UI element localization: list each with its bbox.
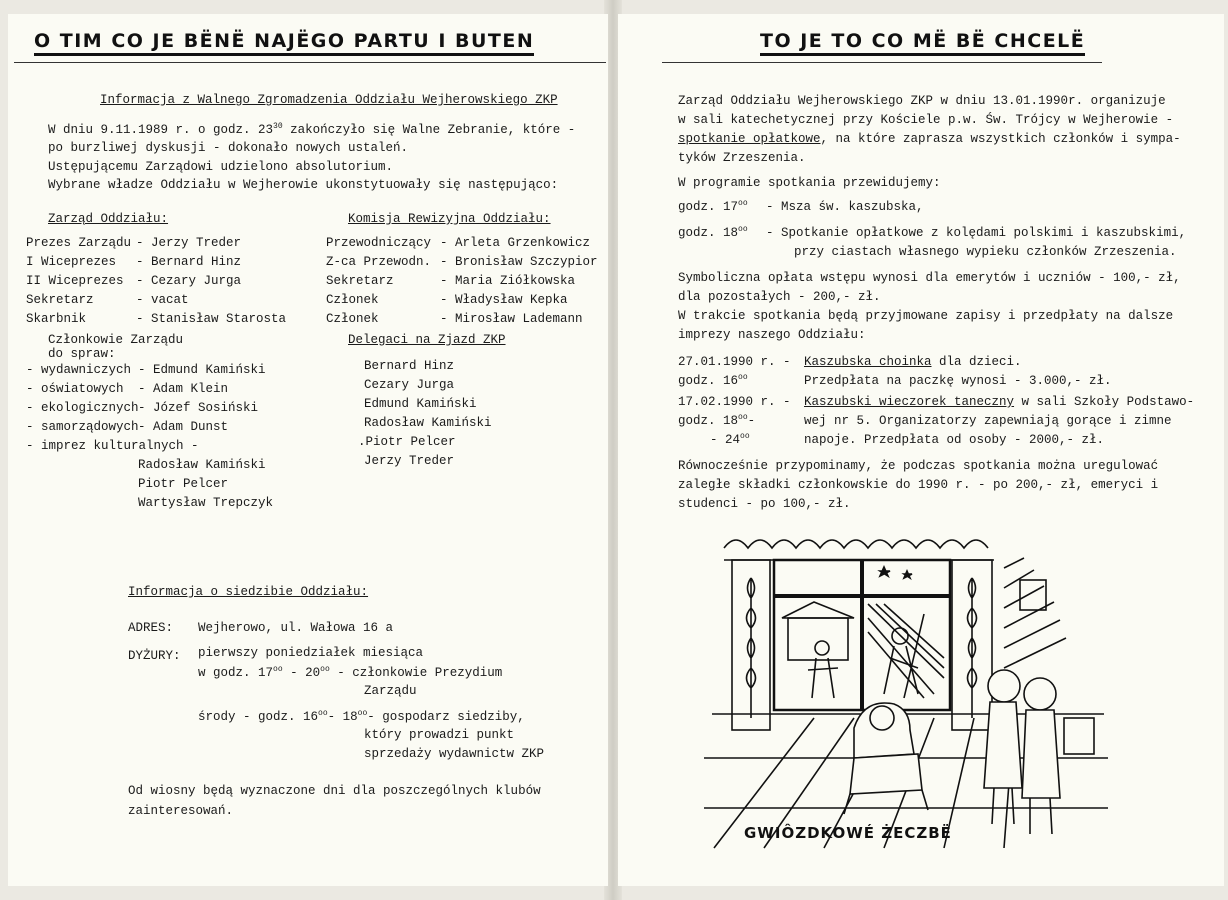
right-page <box>618 14 1224 886</box>
dyzury-line-6: sprzedaży wydawnictw ZKP <box>364 747 545 761</box>
delegate-name: Jerzy Treder <box>364 454 455 468</box>
event-time: - $24^{oo}$ <box>710 431 750 447</box>
culture-name: Radosław Kamiński <box>138 458 266 472</box>
left-page <box>8 14 608 886</box>
delegate-name: Radosław Kamiński <box>364 416 492 430</box>
audit-name: - Mirosław Lademann <box>440 312 583 326</box>
event-title: Kaszubska choinka dla dzieci. <box>804 355 1022 369</box>
event-date: 27.01.1990 r. - <box>678 355 791 369</box>
dyzury-line-5: który prowadzi punkt <box>364 728 515 742</box>
culture-name: Wartysław Trepczyk <box>138 496 274 510</box>
audit-name: - Bronisław Szczypior <box>440 255 598 269</box>
event-time: godz. $16^{oo}$ <box>678 372 748 388</box>
left-page-header: O TIM CO JE BËNË NAJËGO PARTU I BUTEN <box>34 30 534 52</box>
event-detail: wej nr 5. Organizatorzy zapewniają gorące i zimne <box>804 414 1172 428</box>
board-role: II Wiceprezes <box>26 274 124 288</box>
seat-footer-2: zainteresowań. <box>128 804 234 818</box>
fees-line-2: dla pozostałych - 200,- zł. <box>678 290 881 304</box>
delegates-heading: Delegaci na Zjazd ZKP <box>348 333 506 347</box>
adres-value: Wejherowo, ul. Wałowa 16 a <box>198 621 394 635</box>
audit-name: - Władysław Kepka <box>440 293 568 307</box>
dyzury-label: DYŻURY: <box>128 649 181 663</box>
delegate-name: Edmund Kamiński <box>364 397 477 411</box>
member-name: - Adam Klein <box>138 382 229 396</box>
seat-heading: Informacja o siedzibie Oddziału: <box>128 585 369 599</box>
dyzury-line-1: pierwszy poniedziałek miesiąca <box>198 646 424 660</box>
member-role: - samorządowych <box>26 420 139 434</box>
culture-name: Piotr Pelcer <box>138 477 229 491</box>
intro-line-1: Zarząd Oddziału Wejherowskiego ZKP w dniu 13.01.1990r. organizuje <box>678 94 1166 108</box>
board-role: Sekretarz <box>26 293 94 307</box>
intro-line-2: w sali katechetycznej przy Kościele p.w. Św. Trójcy w Wejherowie - <box>678 113 1174 127</box>
board-name: - Cezary Jurga <box>136 274 242 288</box>
members-heading-1: Członkowie Zarządu <box>48 333 184 347</box>
board-name: - vacat <box>136 293 189 307</box>
board-role: I Wiceprezes <box>26 255 117 269</box>
program-heading: W programie spotkania przewidujemy: <box>678 176 941 190</box>
dyzury-line-3: Zarządu <box>364 684 417 698</box>
board-name: - Bernard Hinz <box>136 255 242 269</box>
meeting-line-2: po burzliwej dyskusji - dokonało nowych ustaleń. <box>48 141 409 155</box>
members-heading-2: do spraw: <box>48 347 116 361</box>
reminder-line-2: zaległe składki członkowskie do 1990 r. - po 200,- zł, emeryci i <box>678 478 1159 492</box>
board-heading: Zarząd Oddziału: <box>48 212 169 226</box>
meeting-title: Informacja z Walnego Zgromadzenia Oddziału Wejherowskiego ZKP <box>100 93 558 107</box>
member-name: - Józef Sosiński <box>138 401 259 415</box>
fees-line-3: W trakcie spotkania będą przyjmowane zapisy i przedpłaty na dalsze <box>678 309 1174 323</box>
christmas-illustration <box>704 518 1108 860</box>
dyzury-line-2: w godz. $17^{oo} - 20^{oo}$ - członkowie Prezydium <box>198 664 503 680</box>
program-time: godz. $17^{oo}$ <box>678 198 748 214</box>
delegate-name: Cezary Jurga <box>364 378 455 392</box>
audit-heading: Komisja Rewizyjna Oddziału: <box>348 212 551 226</box>
audit-role: Członek <box>326 293 379 307</box>
board-name: - Jerzy Treder <box>136 236 242 250</box>
intro-line-3: spotkanie opłatkowe, na które zaprasza wszystkich członków i sympa- <box>678 132 1181 146</box>
event-date: 17.02.1990 r. - <box>678 395 791 409</box>
delegate-name: .Piotr Pelcer <box>358 435 456 449</box>
board-role: Skarbnik <box>26 312 87 326</box>
member-role: - ekologicznych <box>26 401 139 415</box>
event-time: godz. $18^{oo}-$ <box>678 412 756 428</box>
board-role: Prezes Zarządu <box>26 236 132 250</box>
meeting-line-4: Wybrane władze Oddziału w Wejherowie ukonstytuowały się następująco: <box>48 178 559 192</box>
audit-role: Przewodniczący <box>326 236 432 250</box>
reminder-line-1: Równocześnie przypominamy, że podczas spotkania można uregulować <box>678 459 1159 473</box>
adres-label: ADRES: <box>128 621 174 635</box>
dyzury-line-4: środy - godz. $16^{oo}-$ $18^{oo}-$ gospodarz siedziby, <box>198 708 525 724</box>
fees-line-1: Symboliczna opłata wstępu wynosi dla emerytów i uczniów - 100,- zł, <box>678 271 1181 285</box>
board-name: - Stanisław Starosta <box>136 312 287 326</box>
meeting-line-1: W dniu 9.11.1989 r. o godz. $23^{30}$ zakończyło się Walne Zebranie, które - <box>48 121 576 137</box>
audit-name: - Maria Ziółkowska <box>440 274 576 288</box>
audit-name: - Arleta Grzenkowicz <box>440 236 591 250</box>
fees-line-4: imprezy naszego Oddziału: <box>678 328 866 342</box>
program-time: godz. $18^{oo}$ <box>678 224 748 240</box>
intro-line-4: tyków Zrzeszenia. <box>678 151 806 165</box>
member-name: - Adam Dunst <box>138 420 229 434</box>
member-role: - oświatowych <box>26 382 124 396</box>
reminder-line-3: studenci - po 100,- zł. <box>678 497 851 511</box>
header-rule <box>662 62 1102 63</box>
program-item: - Msza św. kaszubska, <box>766 200 924 214</box>
member-role: - imprez kulturalnych - <box>26 439 199 453</box>
member-role: - wydawniczych <box>26 363 132 377</box>
delegate-name: Bernard Hinz <box>364 359 455 373</box>
illustration-caption: GWIÔZDKOWÉ ŻECZBË <box>744 824 952 842</box>
header-rule <box>14 62 606 63</box>
member-name: - Edmund Kamiński <box>138 363 266 377</box>
right-page-header: TO JE TO CO MË BË CHCELË <box>760 30 1085 52</box>
event-title: Kaszubski wieczorek taneczny w sali Szkoły Podstawo- <box>804 395 1195 409</box>
audit-role: Sekretarz <box>326 274 394 288</box>
program-item-cont: przy ciastach własnego wypieku członków Zrzeszenia. <box>794 245 1177 259</box>
meeting-line-3: Ustępującemu Zarządowi udzielono absolutorium. <box>48 160 394 174</box>
event-detail: napoje. Przedpłata od osoby - 2000,- zł. <box>804 433 1105 447</box>
program-item: - Spotkanie opłatkowe z kolędami polskimi i kaszubskimi, <box>766 226 1187 240</box>
audit-role: Członek <box>326 312 379 326</box>
event-detail: Przedpłata na paczkę wynosi - 3.000,- zł. <box>804 374 1112 388</box>
audit-role: Z-ca Przewodn. <box>326 255 432 269</box>
seat-footer-1: Od wiosny będą wyznaczone dni dla poszczególnych klubów <box>128 784 541 798</box>
